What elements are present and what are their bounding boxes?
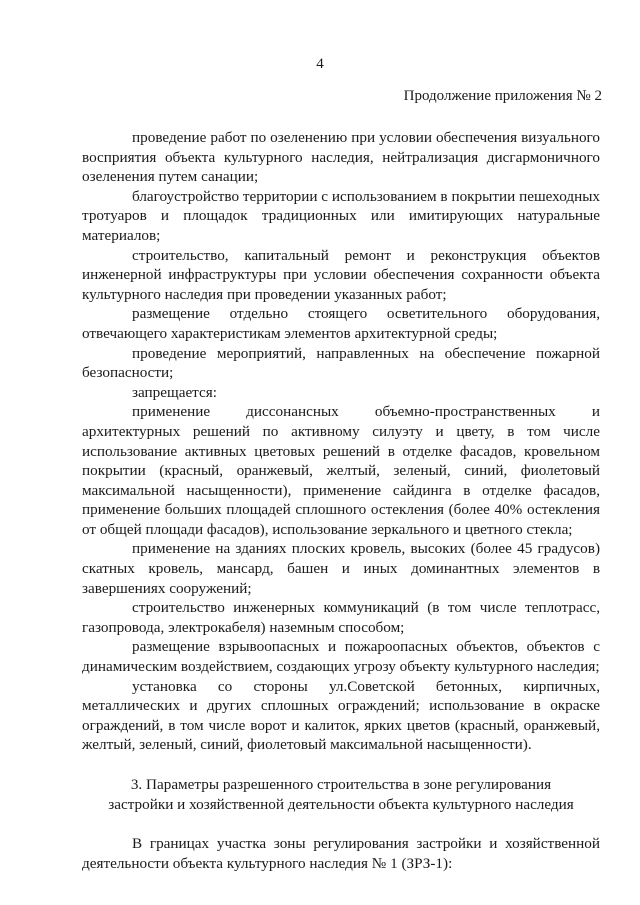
prohibited-label: запрещается: bbox=[132, 383, 217, 401]
document-body bbox=[82, 128, 600, 873]
list-item: проведение мероприятий, направленных на обеспечение пожарной безопасности; bbox=[82, 344, 600, 382]
list-item: строительство, капитальный ремонт и реконструкция объектов инженерной инфраструктуры при условии обеспечения сохранности объекта культурного наследия при проведении указанных работ; bbox=[82, 246, 600, 303]
list-item: применение на зданиях плоских кровель, высоких (более 45 градусов) скатных кровель, мансард, башен и иных доминантных элементов в завершениях сооружений; bbox=[82, 540, 600, 597]
list-item: размещение отдельно стоящего осветительного оборудования, отвечающего характеристикам элементов архитектурной среды; bbox=[82, 305, 600, 342]
list-item: размещение взрывоопасных и пожароопасных объектов, объектов с динамическим воздействием, создающих угрозу объекту культурного наследия; bbox=[82, 638, 600, 676]
list-item: благоустройство территории с использованием в покрытии пешеходных тротуаров и площадок традиционных или имитирующих натуральные материалов; bbox=[82, 187, 600, 244]
list-item: установка со стороны ул.Советской бетонных, кирпичных, металлических и других сплошных ограждений; использование в окраске ограждений, в том числе ворот и калиток, ярких цветов (красный, оранжевый, желтый, зеленый, синий, фиолетовый максимальной насыщенности). bbox=[82, 677, 600, 754]
section-heading bbox=[82, 775, 600, 814]
list-item: строительство инженерных коммуникаций (в том числе теплотрасс, газопровода, электрокабеля) наземным способом; bbox=[82, 599, 600, 636]
list-item: проведение работ по озеленению при условии обеспечения визуального восприятия объекта культурного наследия, нейтрализация дисгармоничного озеленения путем санации; bbox=[82, 129, 600, 186]
list-item: применение диссонансных объемно-пространственных и архитектурных решений по активному силуэту и цвету, в том числе использование активных цветовых решений в отделке фасадов, кровельном покрытии (красный, оранжевый, желтый, зеленый, синий, фиолетовый максимальной насыщенности), применение сайдинга в отделке фасадов, применение больших площадей сплошного остекления (более 40% остекления от общей площади фасадов), использование зеркального и цветного стекла; bbox=[82, 403, 600, 538]
section-heading-line-2: застройки и хозяйственной деятельности объекта культурного наследия bbox=[108, 795, 574, 813]
closing-paragraph: В границах участка зоны регулирования застройки и хозяйственной деятельности объекта культурного наследия № 1 (ЗРЗ-1): bbox=[82, 835, 600, 872]
page-number: 4 bbox=[316, 56, 324, 72]
appendix-continuation-note: Продолжение приложения № 2 bbox=[403, 88, 602, 104]
section-heading-line-1: 3. Параметры разрешенного строительства в зоне регулирования bbox=[130, 776, 552, 793]
